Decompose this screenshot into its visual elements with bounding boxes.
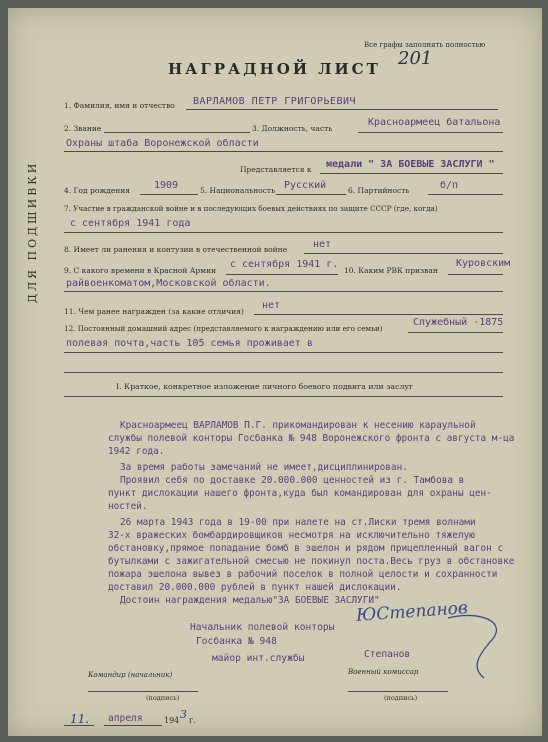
field-1-value: ВАРЛАМОВ ПЕТР ГРИГОРЬЕВИЧ: [193, 96, 357, 107]
date-day: 11.: [70, 712, 90, 726]
handwritten-signature: ЮСтепанов: [355, 598, 469, 626]
narrative-line: пожара эшелона вывез в рабочий поселок в полной целости и сохранности: [108, 569, 498, 580]
field-11-value: нет: [262, 300, 281, 311]
narrative-line: 32-х вражеских бомбардировщиков несмотря на исключительно тяжелую: [108, 530, 475, 541]
commissar-label: Военный комиссар: [348, 668, 419, 676]
field-5-value: Русский: [284, 180, 327, 191]
field-12-value: Служебный -1875: [413, 317, 504, 328]
field-7-value: с сентября 1941 года: [70, 218, 191, 229]
sign-hint-right: (подпись): [384, 694, 418, 702]
field-10-label: 10. Каким РВК призван: [344, 266, 438, 275]
date-month: апреля: [108, 713, 143, 724]
binding-margin-label: ДЛЯ ПОДШИВКИ: [26, 160, 39, 303]
field-4-value: 1909: [154, 180, 179, 191]
field-9-value: с сентября 1941 г.: [230, 259, 339, 270]
narrative-line: 26 марта 1943 года в 19-00 при налете на ст.Лиски тремя волнами: [120, 517, 476, 528]
sign-hint-left: (подпись): [146, 694, 180, 702]
signer-title-2: Госбанка № 948: [196, 636, 277, 647]
field-10-value-cont: райвоенкоматом,Московской области.: [66, 278, 271, 289]
commander-label: Командир (начальник): [88, 671, 173, 679]
nominated-label: Представляется к: [240, 165, 312, 174]
field-12-value-cont: полевая почта,часть 105 семья проживает в: [66, 338, 313, 349]
field-12-label: 12. Постоянный домашний адрес (представляемого к награждению или его семьи): [64, 324, 383, 333]
document-title: НАГРАДНОЙ ЛИСТ: [168, 60, 381, 78]
field-3-value-cont: Охраны штаба Воронежской области: [66, 138, 259, 149]
date-year-digit: 3: [180, 708, 187, 721]
field-1-label: 1. Фамилия, имя и отчество: [64, 101, 175, 110]
narrative-line: пункт дислокации нашего фронта,куда был командирован для охраны цен-: [108, 488, 492, 499]
date-year-prefix: 194: [164, 716, 180, 725]
narrative-line: Проявил себя по доставке 20.000.000 ценностей из г. Тамбова в: [120, 475, 465, 486]
narrative-line: бутылками с зажигательной смесью не покинул поста.Весь груз в обстановке: [108, 556, 515, 567]
signer-title-1: Начальник полевой конторы: [190, 622, 335, 633]
field-10-value: Куровским: [456, 258, 511, 269]
section-title: I. Краткое, конкретное изложение личного боевого подвига или заслуг: [116, 382, 414, 391]
field-11-label: 11. Чем ранее награжден (за какие отличия): [64, 307, 244, 316]
signer-name: Степанов: [364, 649, 411, 660]
field-3-label: 3. Должность, часть: [252, 124, 333, 133]
field-2-label: 2. Звание: [64, 124, 102, 133]
nominated-value: медали " ЗА БОЕВЫЕ ЗАСЛУГИ ": [326, 159, 495, 170]
field-6-label: 6. Партийность: [348, 186, 410, 195]
narrative-line: Достоин награждения медалью"ЗА БОЕВЫЕ ЗАСЛУГИ": [120, 595, 380, 606]
narrative-line: доставил 20.000.000 рублей в пункт нашей дислокации.: [108, 582, 402, 593]
field-4-label: 4. Год рождения: [64, 186, 131, 195]
narrative-line: службы полевой конторы Госбанка № 948 Воронежского фронта с августа м-ца: [108, 433, 515, 444]
date-year-suffix: г.: [189, 716, 196, 725]
narrative-line: Красноармеец ВАРЛАМОВ П.Г. прикомандирован к несению караульной: [120, 420, 476, 431]
signer-title-3: майор инт.службы: [212, 653, 305, 664]
field-8-value: нет: [313, 239, 332, 250]
field-7-label: 7. Участие в гражданской войне и в последующих боевых действиях по защите СССР (где, когда): [64, 204, 438, 213]
narrative-line: 1942 года.: [108, 446, 165, 457]
narrative-line: ностей.: [108, 501, 148, 512]
field-3-value: Красноармеец батальона: [368, 117, 501, 128]
field-5-label: 5. Национальность: [200, 186, 276, 195]
narrative-line: обстановку,прямое попадание бомб в эшелон и рядом прицепленный вагон с: [108, 543, 504, 554]
narrative-line: За время работы замечаний не имеет,дисциплинирован.: [120, 462, 408, 473]
corner-number: 201: [398, 48, 433, 69]
fill-all-note: Все графы заполнять полностью: [364, 41, 486, 49]
signature-flourish: [440, 612, 520, 682]
field-9-label: 9. С какого времени в Красной Армии: [64, 266, 217, 275]
award-sheet: [8, 8, 542, 736]
field-6-value: б/п: [440, 180, 459, 191]
field-8-label: 8. Имеет ли ранения и контузии в отечественной войне: [64, 245, 288, 254]
